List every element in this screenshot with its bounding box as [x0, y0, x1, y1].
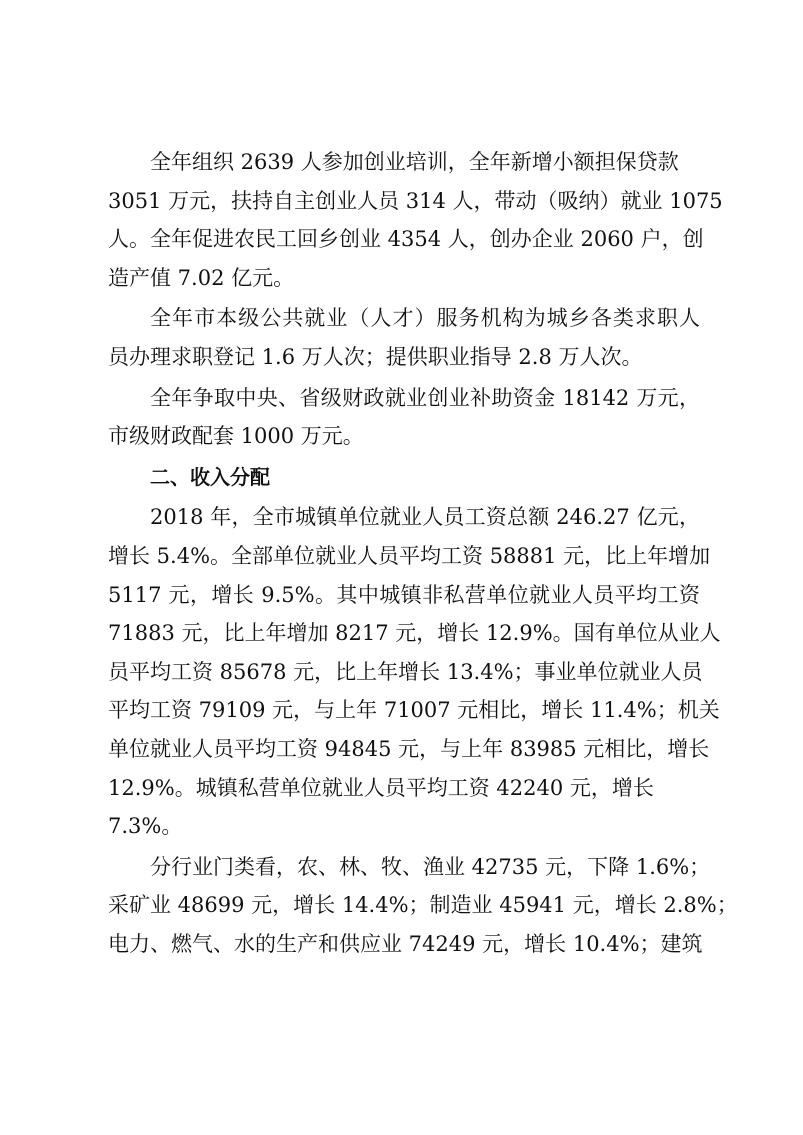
text-line: 全年争取中央、省级财政就业创业补助资金 18142 万元，: [150, 385, 700, 410]
section-heading-income: [108, 458, 700, 497]
text-line: 71883 元，比上年增加 8217 元，增长 12.9%。国有单位从业人: [108, 621, 721, 646]
text-line: 单位就业人员平均工资 94845 元，与上年 83985 元相比，增长: [108, 736, 710, 761]
text-line: 7.3%。: [108, 814, 183, 839]
text-line: 员办理求职登记 1.6 万人次；提供职业指导 2.8 万人次。: [108, 344, 643, 369]
document-page: [108, 143, 738, 965]
text-line: 5117 元，增长 9.5%。其中城镇非私营单位就业人员平均工资: [108, 582, 700, 607]
text-line: 3051 万元，扶持自主创业人员 314 人，带动（吸纳）就业 1075: [108, 188, 723, 213]
text-line: 采矿业 48699 元，增长 14.4%；制造业 45941 元，增长 2.8%；: [108, 893, 738, 918]
text-line: 增长 5.4%。全部单位就业人员平均工资 58881 元，比上年增加: [108, 543, 711, 568]
text-line: 全年组织 2639 人参加创业培训，全年新增小额担保贷款: [150, 150, 679, 174]
text-line: 人。全年促进农民工回乡创业 4354 人，创办企业 2060 户，创: [108, 227, 704, 252]
text-line: 12.9%。城镇私营单位就业人员平均工资 42240 元，增长: [108, 775, 654, 800]
text-line: 造产值 7.02 亿元。: [108, 265, 295, 290]
paragraph-entrepreneurship: [108, 143, 723, 297]
text-line: 市级财政配套 1000 万元。: [108, 424, 364, 449]
text-line: 员平均工资 85678 元，比上年增长 13.4%；事业单位就业人员: [108, 659, 703, 684]
text-line: 2018 年，全市城镇单位就业人员工资总额 246.27 亿元，: [150, 505, 700, 530]
paragraph-industry-wages: [108, 848, 738, 964]
paragraph-wages: [108, 498, 721, 845]
section-heading: 二、收入分配: [150, 464, 270, 489]
text-line: 平均工资 79109 元，与上年 71007 元相比，增长 11.4%；机关: [108, 698, 720, 723]
text-line: 电力、燃气、水的生产和供应业 74249 元，增长 10.4%；建筑: [108, 931, 703, 956]
paragraph-subsidy-funds: [108, 379, 700, 456]
text-line: 分行业门类看，农、林、牧、渔业 42735 元，下降 1.6%；: [150, 854, 711, 879]
text-line: 全年市本级公共就业（人才）服务机构为城乡各类求职人: [150, 306, 700, 331]
paragraph-job-services: [108, 299, 700, 376]
